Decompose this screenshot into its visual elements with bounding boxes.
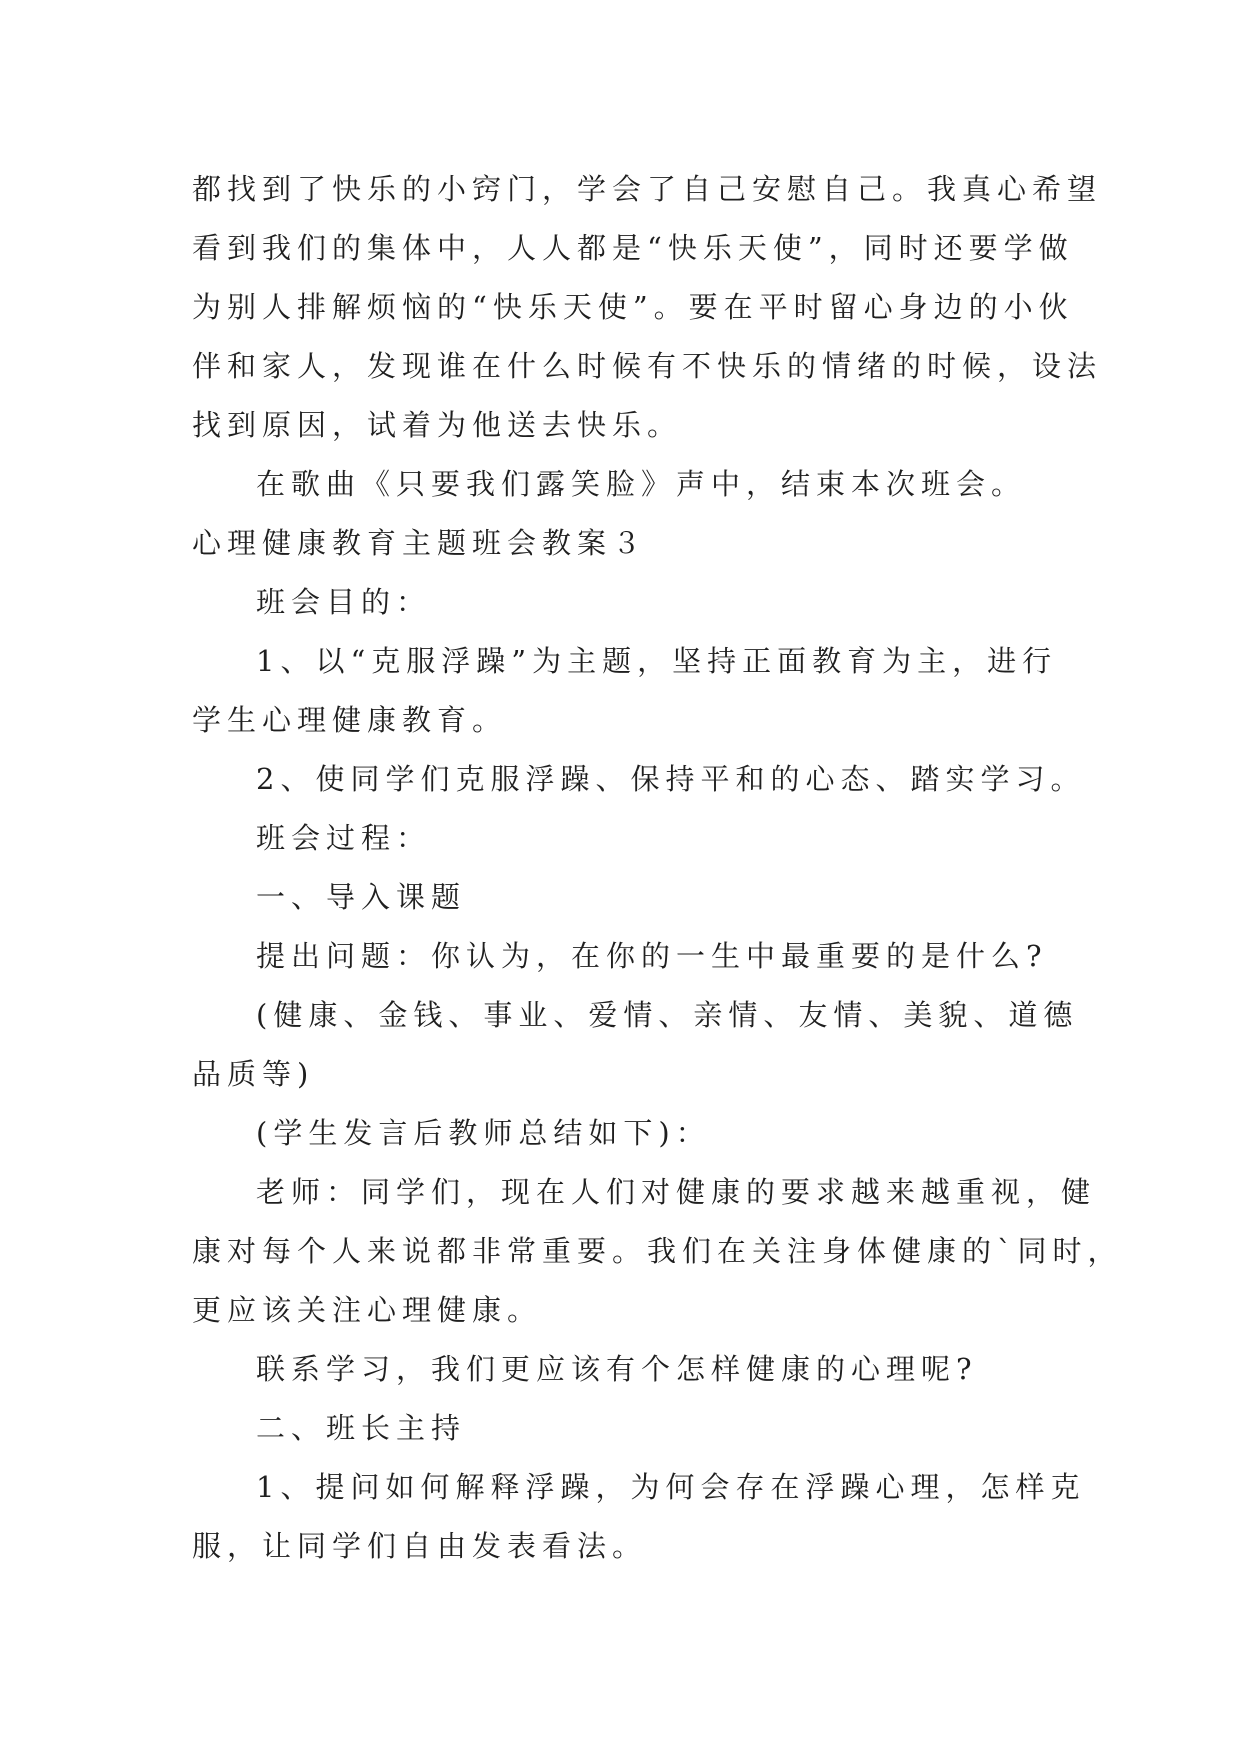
text-line: 都找到了快乐的小窍门，学会了自己安慰自己。我真心希望 [192,172,1103,206]
text-line: 一、导入课题 [256,880,467,914]
text-line: 班会目的： [256,585,432,619]
text-line: 班会过程： [256,821,432,855]
text-line: 老师：同学们，现在人们对健康的要求越来越重视，健 [256,1175,1097,1209]
text-line: (健康、金钱、事业、爱情、亲情、友情、美貌、道德 [256,998,1079,1032]
text-line: (学生发言后教师总结如下)： [256,1116,711,1150]
text-line: 为别人排解烦恼的“快乐天使”。要在平时留心身边的小伙 [192,290,1074,324]
text-line: 1、以“克服浮躁”为主题，坚持正面教育为主，进行 [256,644,1058,678]
text-line: 品质等) [192,1057,315,1091]
text-line: 2、使同学们克服浮躁、保持平和的心态、踏实学习。 [256,762,1086,796]
text-line: 联系学习，我们更应该有个怎样健康的心理呢? [256,1352,978,1386]
text-line: 更应该关注心理健康。 [192,1293,543,1327]
text-line: 1、提问如何解释浮躁，为何会存在浮躁心理，怎样克 [256,1470,1086,1504]
text-line: 二、班长主持 [256,1411,467,1445]
text-line: 在歌曲《只要我们露笑脸》声中，结束本次班会。 [256,467,1027,501]
section-heading: 心理健康教育主题班会教案３ [192,526,648,560]
text-line: 找到原因，试着为他送去快乐。 [192,408,683,442]
document-body [192,160,1123,1576]
text-line: 康对每个人来说都非常重要。我们在关注身体健康的`同时， [192,1234,1123,1268]
text-line: 学生心理健康教育。 [192,703,508,737]
text-line: 看到我们的集体中，人人都是“快乐天使”，同时还要学做 [192,231,1074,265]
text-line: 服，让同学们自由发表看法。 [192,1529,648,1563]
text-line: 提出问题：你认为，在你的一生中最重要的是什么? [256,939,1048,973]
text-line: 伴和家人，发现谁在什么时候有不快乐的情绪的时候，设法 [192,349,1103,383]
